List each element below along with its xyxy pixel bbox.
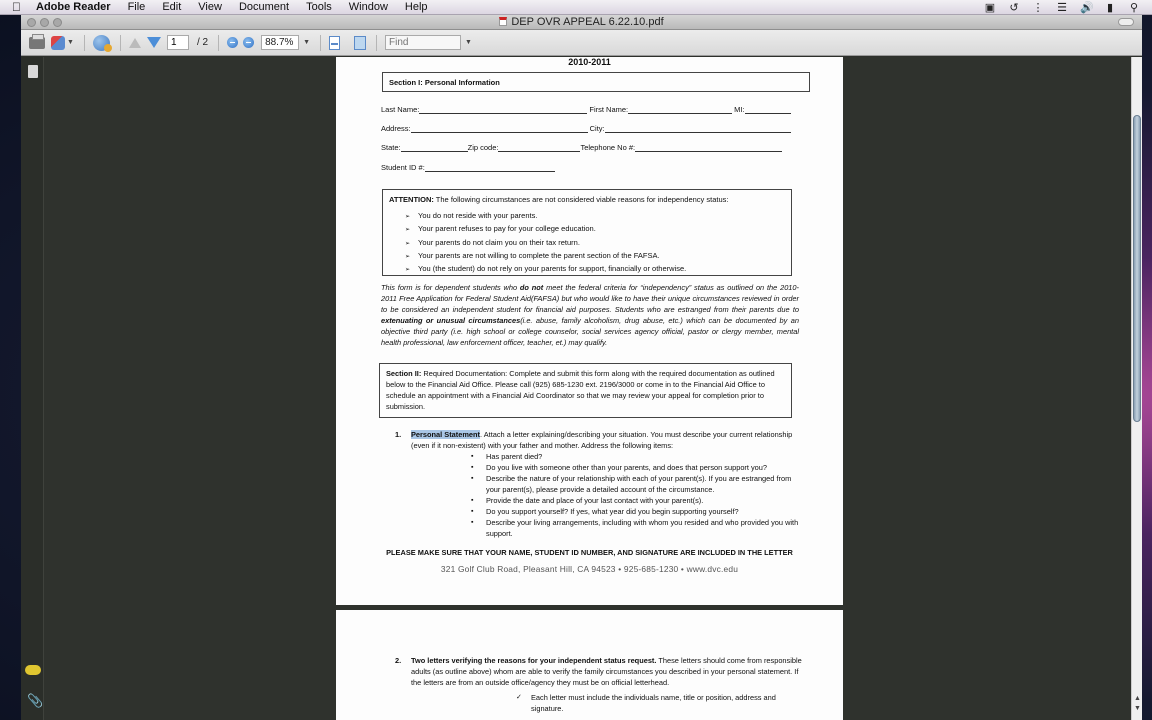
menu-document[interactable]: Document: [238, 1, 290, 13]
personal-statement-item: 1. Personal Statement. Attach a letter explaining/describing your situation. You must describe your current relationship (even if it non-existent) with your father and mother. Address the following items: ▪ Has parent died? ▪ Do you live with someone other than your parents, and does that person support you? ▪ Describe the nature of your relationship with each of your parent(s). If you are estranged from your parent(s), please provide a detailed account of the circumstance. ▪ Provide the date and place of your last contact with your parent(s). ▪ Do you support yourself? If yes, what year did you begin supporting yourself? ▪ Describe your living arrangements, including with whom you resided and who provided you with support.: [396, 429, 806, 539]
menu-help[interactable]: Help: [404, 1, 428, 13]
city-label: City:: [589, 124, 605, 133]
section-2-box: [379, 363, 792, 418]
battery-icon[interactable]: ▮: [1106, 1, 1114, 14]
list-item: ➢ Your parent refuses to pay for your college education.: [405, 223, 785, 236]
pdf-file-icon: [499, 17, 507, 26]
zoom-dropdown-icon[interactable]: ▼: [303, 39, 310, 46]
page-thumbnails-icon[interactable]: [28, 65, 38, 78]
print-icon: [29, 37, 45, 49]
reader-window: [21, 15, 1142, 720]
last-name-label: Last Name:: [381, 105, 420, 114]
share-button[interactable]: [51, 34, 74, 52]
selected-text-personal-statement[interactable]: Personal Statement: [411, 430, 481, 439]
zoom-level-field[interactable]: 88.7%: [261, 35, 299, 50]
address-field[interactable]: [411, 125, 588, 133]
section-1-header: Section I: Personal Information: [382, 72, 810, 92]
attention-list: [389, 210, 785, 276]
list-item: ✓ Each letter must include the individuals name, title or position, address and signature.: [516, 692, 808, 714]
main-toolbar: [21, 30, 1142, 56]
list-item: ▪ Do you live with someone other than your parents, and does that person support you?: [471, 462, 806, 473]
paperclip-icon[interactable]: 📎: [27, 693, 44, 708]
navigation-pane: [21, 57, 44, 720]
scroll-down-arrow-icon[interactable]: ▼: [1134, 705, 1141, 712]
city-field[interactable]: [605, 125, 791, 133]
pdf-page-1: [336, 57, 843, 605]
wifi-icon[interactable]: ☰: [1057, 1, 1067, 14]
toolbar-divider: [376, 35, 377, 51]
document-viewport: [21, 57, 1142, 720]
list-item: ➢ You do not reside with your parents.: [405, 210, 785, 223]
student-id-field[interactable]: [425, 164, 555, 172]
last-name-field[interactable]: [419, 106, 587, 114]
scroll-up-arrow-icon[interactable]: ▲: [1134, 695, 1141, 702]
personal-statement-bullets: [396, 451, 806, 539]
next-page-button[interactable]: [147, 34, 161, 52]
find-options-dropdown-icon[interactable]: ▼: [465, 39, 472, 46]
zoom-out-button[interactable]: [227, 37, 238, 48]
state-label: State:: [381, 143, 401, 152]
section-2-text: Required Documentation: Complete and submit this form along with the required documentation as outlined below to the Financial Aid Office. Please call (925) 685-1230 ext. 2196/3000 or come in to the Financial Aid Office to schedule an appointment with a Financial Aid Coordinator so that we may review your appeal for completion prior to submission.: [386, 369, 775, 411]
toolbar-divider: [320, 35, 321, 51]
vertical-scrollbar[interactable]: [1131, 57, 1142, 720]
arrow-down-icon: [147, 37, 161, 48]
intro-paragraph: This form is for dependent students who do not meet the federal criteria for “independency” status as outlined on the 2010-2011 Free Application for Federal Student Aid(FAFSA) but who would like to have their unique circumstances reviewed in order to be considered an independent student for financial aid purposes. Students who are estranged from their parents due to extenuating or unusual circumstances(i.e. abuse, family alcoholism, drug abuse, etc.) which can be documented by an objective third party (i.e. high school or college counselor, social services agency official, pastor or clergy member, mental health professional, law enforcement officer, teacher, et.) may qualify.: [381, 283, 799, 348]
collaborate-button[interactable]: [93, 34, 110, 52]
volume-icon[interactable]: 🔊: [1080, 1, 1094, 14]
list-item: ➢ Your parents do not claim you on their tax return.: [405, 237, 785, 250]
find-input[interactable]: [385, 35, 461, 50]
page-number-input[interactable]: [167, 35, 189, 50]
comments-icon[interactable]: [25, 665, 41, 675]
previous-page-button[interactable]: [129, 34, 141, 52]
toolbar-toggle-button[interactable]: [1118, 18, 1134, 26]
list-item: ▪ Do you support yourself? If yes, what year did you begin supporting yourself?: [471, 506, 806, 517]
zoom-in-button[interactable]: [243, 37, 254, 48]
time-machine-icon[interactable]: ↺: [1009, 1, 1019, 14]
menu-view[interactable]: View: [198, 1, 222, 13]
chevron-down-icon: ▼: [67, 39, 74, 46]
collaborate-icon: [93, 35, 110, 51]
menu-window[interactable]: Window: [348, 1, 388, 13]
full-screen-icon: [354, 36, 366, 50]
student-id-row: [381, 163, 555, 172]
spotlight-icon[interactable]: ⚲: [1129, 1, 1139, 14]
arrow-up-icon: [129, 38, 141, 48]
toolbar-divider: [84, 35, 85, 51]
menu-edit[interactable]: Edit: [162, 1, 182, 13]
list-item: ▪ Provide the date and place of your last contact with your parent(s).: [471, 495, 806, 506]
first-name-field[interactable]: [628, 106, 732, 114]
menu-tools[interactable]: Tools: [306, 1, 332, 13]
fit-page-button[interactable]: [329, 34, 340, 52]
scrollbar-thumb[interactable]: [1133, 115, 1141, 422]
address-row: [381, 124, 791, 133]
verification-letters-item: 2. Two letters verifying the reasons for your independent status request. These letters should come from responsible adults (as outline above) whom are able to verify the family circumstances you described in your personal statement. If the letters are from an outside office/agency they must be on official letterhead. ✓ Each letter must include the individuals name, title or position, address and signature.: [396, 655, 808, 714]
list-item: ▪ Describe your living arrangements, including with whom you resided and who provided you with support.: [471, 517, 806, 539]
address-label: Address:: [381, 124, 411, 133]
verification-checklist: [396, 692, 808, 714]
name-row: [381, 105, 791, 114]
zip-field[interactable]: [498, 144, 580, 152]
zip-label: Zip code:: [467, 143, 499, 152]
signature-notice: PLEASE MAKE SURE THAT YOUR NAME, STUDENT ID NUMBER, AND SIGNATURE ARE INCLUDED IN THE LETTER: [386, 548, 793, 557]
document-year: 2010-2011: [568, 57, 611, 67]
list-item: ➢ You (the student) do not rely on your parents for support, financially or otherwise.: [405, 263, 785, 276]
menu-app-name[interactable]: Adobe Reader: [36, 1, 111, 13]
menu-file[interactable]: File: [127, 1, 146, 13]
share-icon: [51, 36, 65, 50]
toolbar-divider: [218, 35, 219, 51]
screen-record-icon[interactable]: ▣: [984, 1, 996, 14]
state-row: [381, 143, 782, 152]
pdf-page-2: [336, 610, 843, 720]
mi-field[interactable]: [745, 106, 791, 114]
menu-extras: [984, 1, 1140, 14]
window-titlebar[interactable]: [21, 15, 1142, 30]
section-2-label: Section II:: [386, 369, 422, 378]
list-item: ▪ Has parent died?: [471, 451, 806, 462]
first-name-label: First Name:: [589, 105, 629, 114]
list-item: ➢ Your parents are not willing to complete the parent section of the FAFSA.: [405, 250, 785, 263]
page-total: / 2: [196, 37, 209, 48]
state-field[interactable]: [401, 144, 468, 152]
telephone-field[interactable]: [635, 144, 782, 152]
student-id-label: Student ID #:: [381, 163, 425, 172]
list-item: ▪ Describe the nature of your relationship with each of your parent(s). If you are estranged from your parent(s), please provide a detailed account of the circumstance.: [471, 473, 806, 495]
system-menu-bar: [0, 0, 1152, 15]
fit-page-icon: [329, 36, 340, 50]
attention-text: The following circumstances are not considered viable reasons for independency status:: [433, 195, 729, 204]
attention-box: [382, 189, 792, 276]
window-title: DEP OVR APPEAL 6.22.10.pdf: [21, 16, 1142, 28]
bluetooth-icon[interactable]: ⋮: [1032, 1, 1044, 14]
footer-address: 321 Golf Club Road, Pleasant Hill, CA 94523 • 925-685-1230 • www.dvc.edu: [440, 564, 739, 574]
apple-menu-icon[interactable]: [12, 0, 26, 14]
attention-label: ATTENTION:: [389, 195, 434, 204]
full-screen-button[interactable]: [354, 34, 366, 52]
mi-label: MI:: [734, 105, 745, 114]
print-button[interactable]: [29, 34, 45, 52]
telephone-label: Telephone No #:: [580, 143, 636, 152]
toolbar-divider: [120, 35, 121, 51]
